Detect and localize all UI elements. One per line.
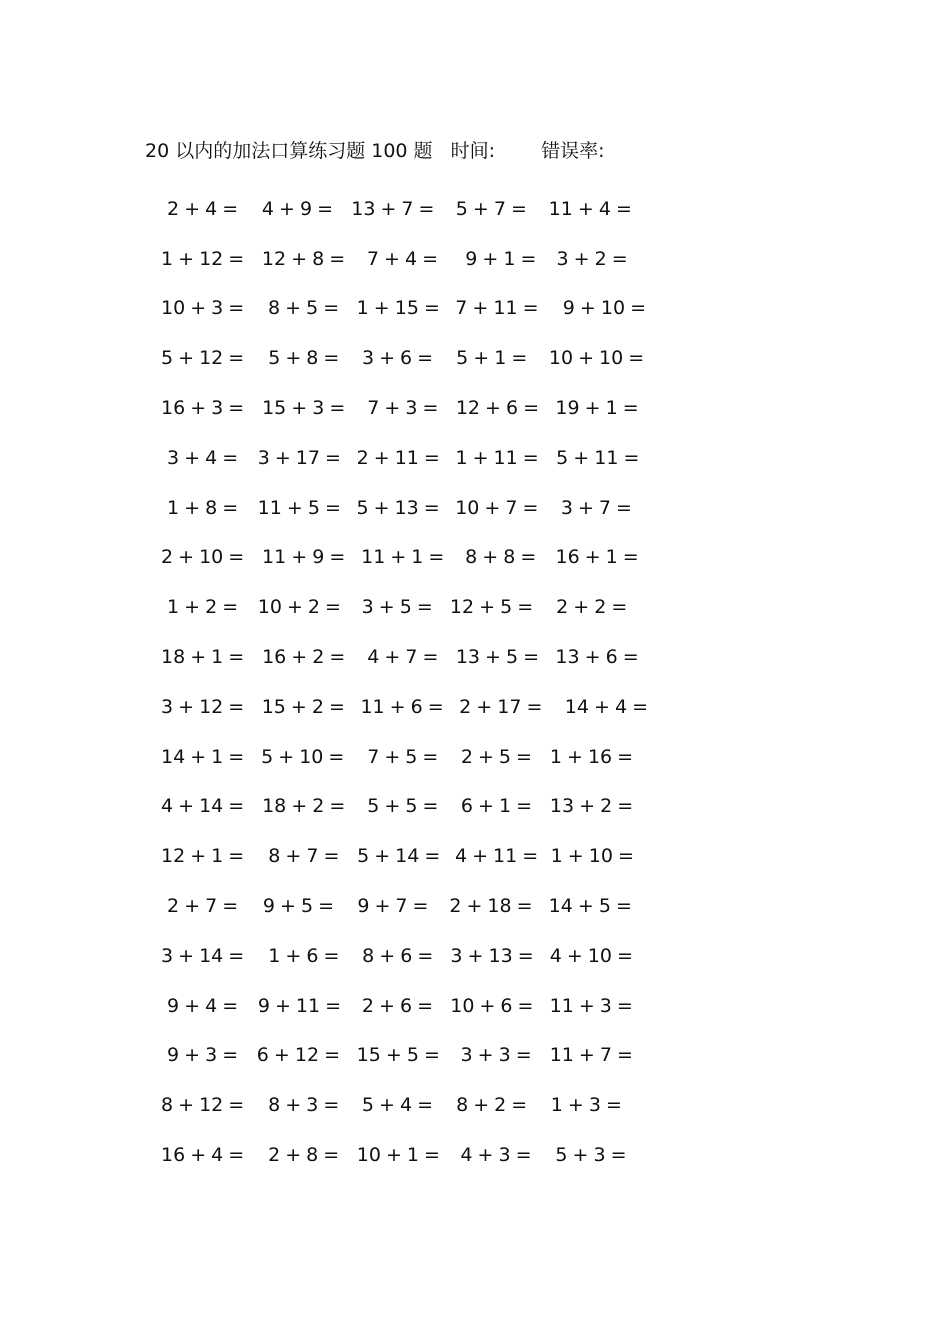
addition-problem: 2 + 11 = bbox=[356, 446, 440, 469]
addition-problem: 2 + 10 = bbox=[161, 546, 245, 569]
addition-problem: 3 + 17 = bbox=[257, 446, 341, 469]
problem-row bbox=[148, 184, 648, 234]
problem-row bbox=[148, 582, 648, 632]
problem-row bbox=[148, 632, 648, 682]
addition-problem: 12 + 8 = bbox=[261, 247, 346, 270]
addition-problem: 7 + 3 = bbox=[367, 397, 439, 420]
addition-problem: 1 + 11 = bbox=[455, 446, 539, 469]
addition-problem: 5 + 14 = bbox=[357, 845, 441, 868]
addition-problem: 5 + 12 = bbox=[161, 347, 245, 370]
addition-problem: 2 + 4 = bbox=[167, 197, 239, 220]
addition-problem: 14 + 4 = bbox=[564, 695, 648, 718]
addition-problem: 10 + 2 = bbox=[257, 596, 341, 619]
addition-problem: 10 + 7 = bbox=[455, 496, 539, 519]
addition-problem: 3 + 6 = bbox=[361, 347, 434, 370]
error-rate-label: 错误率: bbox=[541, 140, 605, 162]
addition-problem: 2 + 18 = bbox=[449, 895, 533, 918]
problem-row bbox=[148, 1130, 648, 1180]
problem-row bbox=[148, 831, 648, 881]
addition-problem: 12 + 1 = bbox=[161, 845, 245, 868]
addition-problem: 3 + 13 = bbox=[450, 944, 534, 967]
problem-row bbox=[148, 433, 648, 483]
addition-problem: 1 + 10 = bbox=[550, 845, 634, 868]
addition-problem: 5 + 5 = bbox=[367, 795, 439, 818]
addition-problem: 14 + 5 = bbox=[548, 895, 632, 918]
addition-problem: 11 + 7 = bbox=[549, 1044, 633, 1067]
addition-problem: 8 + 8 = bbox=[465, 546, 537, 569]
addition-problem: 2 + 17 = bbox=[459, 695, 543, 718]
addition-problem: 9 + 11 = bbox=[257, 994, 342, 1017]
addition-problem: 9 + 3 = bbox=[167, 1044, 239, 1067]
problem-row bbox=[148, 483, 648, 533]
addition-problem: 11 + 4 = bbox=[548, 197, 632, 220]
addition-problem: 3 + 5 = bbox=[361, 596, 433, 619]
addition-problem: 2 + 5 = bbox=[460, 745, 532, 768]
addition-problem: 4 + 9 = bbox=[261, 197, 333, 220]
addition-problem: 1 + 2 = bbox=[167, 596, 239, 619]
addition-problem: 3 + 14 = bbox=[161, 944, 245, 967]
addition-problem: 13 + 5 = bbox=[455, 646, 540, 669]
problem-row bbox=[148, 284, 648, 334]
problem-row bbox=[148, 383, 648, 433]
addition-problem: 5 + 7 = bbox=[455, 197, 527, 220]
addition-problem: 11 + 1 = bbox=[361, 546, 445, 569]
addition-problem: 2 + 6 = bbox=[361, 994, 434, 1017]
addition-problem: 5 + 1 = bbox=[456, 347, 528, 370]
addition-problem: 1 + 15 = bbox=[356, 297, 440, 320]
problem-row bbox=[148, 333, 648, 383]
addition-problem: 11 + 5 = bbox=[257, 496, 341, 519]
addition-problem: 9 + 1 = bbox=[465, 247, 537, 270]
addition-problem: 14 + 1 = bbox=[161, 745, 245, 768]
problem-row bbox=[148, 1080, 648, 1130]
addition-problem: 8 + 3 = bbox=[268, 1094, 340, 1117]
addition-problem: 2 + 8 = bbox=[268, 1144, 340, 1167]
worksheet-title: 20 以内的加法口算练习题 100 题 bbox=[145, 140, 433, 162]
addition-problem: 13 + 2 = bbox=[549, 795, 634, 818]
time-label: 时间: bbox=[450, 140, 496, 162]
addition-problem: 11 + 9 = bbox=[262, 546, 346, 569]
addition-problem: 9 + 4 = bbox=[167, 994, 239, 1017]
addition-problem: 3 + 2 = bbox=[556, 247, 628, 270]
addition-problem: 19 + 1 = bbox=[555, 397, 639, 420]
addition-problem: 11 + 6 = bbox=[360, 695, 444, 718]
addition-problem: 3 + 7 = bbox=[560, 496, 632, 519]
addition-problem: 1 + 6 = bbox=[268, 944, 340, 967]
addition-problem: 4 + 14 = bbox=[161, 795, 245, 818]
addition-problem: 16 + 2 = bbox=[262, 646, 346, 669]
addition-problem: 5 + 4 = bbox=[361, 1094, 434, 1117]
addition-problem: 11 + 3 = bbox=[549, 994, 633, 1017]
addition-problem: 7 + 5 = bbox=[367, 745, 439, 768]
addition-problem: 8 + 6 = bbox=[362, 944, 434, 967]
addition-problem: 5 + 10 = bbox=[261, 745, 345, 768]
addition-problem: 15 + 5 = bbox=[356, 1044, 440, 1067]
addition-problem: 5 + 11 = bbox=[556, 446, 640, 469]
addition-problem: 5 + 13 = bbox=[356, 496, 440, 519]
addition-problem: 10 + 6 = bbox=[450, 994, 534, 1017]
addition-problem: 2 + 2 = bbox=[556, 596, 628, 619]
worksheet-header bbox=[145, 136, 604, 166]
addition-problem: 10 + 3 = bbox=[161, 297, 245, 320]
problem-row bbox=[148, 782, 648, 832]
addition-problem: 2 + 7 = bbox=[167, 895, 239, 918]
addition-problem: 4 + 3 = bbox=[460, 1144, 532, 1167]
addition-problem: 8 + 2 = bbox=[456, 1094, 528, 1117]
problem-row bbox=[148, 682, 648, 732]
addition-problem: 5 + 3 = bbox=[555, 1144, 627, 1167]
addition-problem: 6 + 12 = bbox=[256, 1044, 340, 1067]
addition-problem: 18 + 1 = bbox=[161, 646, 245, 669]
addition-problem: 15 + 2 = bbox=[261, 695, 345, 718]
addition-problem: 9 + 10 = bbox=[562, 297, 647, 320]
addition-problem: 6 + 1 = bbox=[460, 795, 533, 818]
addition-problem: 8 + 5 = bbox=[268, 297, 340, 320]
addition-problem: 1 + 16 = bbox=[549, 745, 634, 768]
addition-problem: 16 + 3 = bbox=[161, 397, 245, 420]
addition-problem: 12 + 5 = bbox=[449, 596, 534, 619]
addition-problem: 15 + 3 = bbox=[262, 397, 346, 420]
problem-row bbox=[148, 234, 648, 284]
addition-problem: 4 + 7 = bbox=[367, 646, 439, 669]
problem-row bbox=[148, 881, 648, 931]
problem-row bbox=[148, 732, 648, 782]
addition-problem: 10 + 1 = bbox=[356, 1144, 440, 1167]
problem-row bbox=[148, 931, 648, 981]
addition-problem: 3 + 4 = bbox=[167, 446, 239, 469]
problem-grid bbox=[148, 184, 648, 1180]
addition-problem: 4 + 11 = bbox=[454, 845, 539, 868]
addition-problem: 3 + 12 = bbox=[161, 695, 245, 718]
addition-problem: 3 + 3 = bbox=[460, 1044, 532, 1067]
addition-problem: 16 + 4 = bbox=[161, 1144, 245, 1167]
addition-problem: 7 + 4 = bbox=[366, 247, 439, 270]
addition-problem: 9 + 7 = bbox=[357, 895, 429, 918]
addition-problem: 12 + 6 = bbox=[455, 397, 540, 420]
addition-problem: 7 + 11 = bbox=[455, 297, 539, 320]
addition-problem: 16 + 1 = bbox=[555, 546, 639, 569]
addition-problem: 1 + 3 = bbox=[550, 1094, 622, 1117]
problem-row bbox=[148, 1031, 648, 1081]
addition-problem: 1 + 8 = bbox=[167, 496, 239, 519]
addition-problem: 13 + 6 = bbox=[555, 646, 639, 669]
addition-problem: 1 + 12 = bbox=[161, 247, 245, 270]
addition-problem: 4 + 10 = bbox=[549, 944, 633, 967]
addition-problem: 10 + 10 = bbox=[548, 347, 645, 370]
addition-problem: 8 + 7 = bbox=[268, 845, 340, 868]
addition-problem: 8 + 12 = bbox=[161, 1094, 245, 1117]
problem-row bbox=[148, 981, 648, 1031]
addition-problem: 5 + 8 = bbox=[268, 347, 340, 370]
addition-problem: 13 + 7 = bbox=[351, 197, 435, 220]
problem-row bbox=[148, 533, 648, 583]
addition-problem: 9 + 5 = bbox=[262, 895, 334, 918]
addition-problem: 18 + 2 = bbox=[262, 795, 346, 818]
